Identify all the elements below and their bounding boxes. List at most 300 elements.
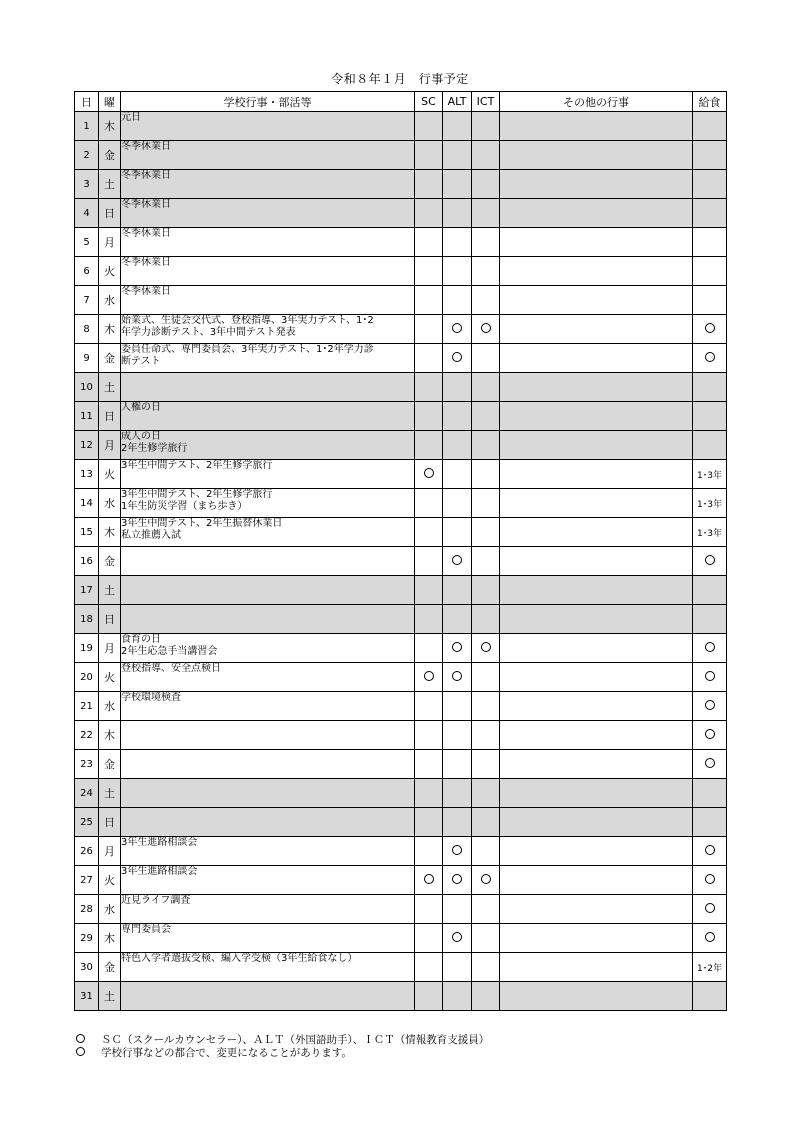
weekday-cell: 金	[99, 750, 121, 779]
weekday-cell: 日	[99, 605, 121, 634]
day-cell: 28	[75, 895, 99, 924]
alt-cell	[443, 692, 472, 721]
sc-cell	[415, 663, 443, 692]
ict-cell	[472, 112, 500, 141]
sc-cell	[415, 953, 443, 982]
events-cell	[121, 315, 415, 344]
sc-cell	[415, 895, 443, 924]
lunch-grades: 1･3年	[697, 528, 722, 539]
events-cell	[121, 460, 415, 489]
day-cell: 2	[75, 141, 99, 170]
sc-cell	[415, 373, 443, 402]
table-row	[75, 982, 727, 1011]
lunch-grades: 1･2年	[697, 963, 722, 974]
ict-cell	[472, 170, 500, 199]
other-events-cell	[500, 344, 693, 373]
table-row	[75, 257, 727, 286]
table-row	[75, 489, 727, 518]
lunch-cell	[693, 721, 727, 750]
table-row	[75, 866, 727, 895]
circle-mark-icon	[705, 642, 715, 652]
event-line: 冬季休業日	[121, 170, 171, 181]
lunch-cell	[693, 489, 727, 518]
ict-cell	[472, 489, 500, 518]
event-line: 近見ライフ調査	[121, 895, 191, 906]
weekday-cell: 木	[99, 924, 121, 953]
circle-mark-icon	[705, 700, 715, 710]
ict-cell	[472, 460, 500, 489]
other-events-cell	[500, 982, 693, 1011]
event-line: 学校環境検査	[121, 692, 181, 703]
day-cell: 6	[75, 257, 99, 286]
header-weekday: 曜	[99, 92, 121, 112]
lunch-cell	[693, 779, 727, 808]
weekday-cell: 金	[99, 547, 121, 576]
ict-cell	[472, 518, 500, 547]
circle-mark-icon	[705, 352, 715, 362]
table-row	[75, 431, 727, 460]
event-line: 冬季休業日	[121, 199, 171, 210]
event-line: 冬季休業日	[121, 141, 171, 152]
table-row	[75, 518, 727, 547]
events-cell	[121, 837, 415, 866]
alt-cell	[443, 344, 472, 373]
lunch-cell	[693, 402, 727, 431]
circle-mark-icon	[452, 874, 462, 884]
table-row	[75, 373, 727, 402]
table-row	[75, 953, 727, 982]
circle-mark-icon	[705, 729, 715, 739]
day-cell: 24	[75, 779, 99, 808]
weekday-cell: 日	[99, 199, 121, 228]
alt-cell	[443, 112, 472, 141]
header-sc: SC	[415, 92, 443, 112]
table-row	[75, 199, 727, 228]
header-events: 学校行事・部活等	[121, 92, 415, 112]
table-row	[75, 141, 727, 170]
weekday-cell: 月	[99, 837, 121, 866]
events-cell	[121, 663, 415, 692]
ict-cell	[472, 547, 500, 576]
day-cell: 4	[75, 199, 99, 228]
weekday-cell: 火	[99, 663, 121, 692]
day-cell: 31	[75, 982, 99, 1011]
circle-mark-icon	[452, 352, 462, 362]
events-cell	[121, 257, 415, 286]
other-events-cell	[500, 170, 693, 199]
circle-mark-icon	[452, 845, 462, 855]
footnotes	[76, 1034, 489, 1060]
lunch-cell	[693, 547, 727, 576]
sc-cell	[415, 286, 443, 315]
day-cell: 21	[75, 692, 99, 721]
lunch-cell	[693, 953, 727, 982]
ict-cell	[472, 866, 500, 895]
other-events-cell	[500, 750, 693, 779]
other-events-cell	[500, 228, 693, 257]
alt-cell	[443, 982, 472, 1011]
header-lunch: 給食	[693, 92, 727, 112]
lunch-cell	[693, 286, 727, 315]
circle-mark-icon	[705, 671, 715, 681]
alt-cell	[443, 315, 472, 344]
lunch-cell	[693, 837, 727, 866]
event-line: 3年生進路相談会	[121, 866, 198, 877]
schedule-table	[74, 91, 727, 1011]
ict-cell	[472, 373, 500, 402]
other-events-cell	[500, 460, 693, 489]
table-row	[75, 460, 727, 489]
lunch-cell	[693, 170, 727, 199]
table-row	[75, 286, 727, 315]
header-ict: ICT	[472, 92, 500, 112]
sc-cell	[415, 489, 443, 518]
sc-cell	[415, 721, 443, 750]
table-row	[75, 605, 727, 634]
events-cell	[121, 750, 415, 779]
circle-bullet-icon	[76, 1034, 85, 1043]
weekday-cell: 水	[99, 692, 121, 721]
alt-cell	[443, 808, 472, 837]
ict-cell	[472, 402, 500, 431]
event-line: 3年生中間テスト、2年生振替休業日	[121, 518, 283, 529]
weekday-cell: 月	[99, 431, 121, 460]
alt-cell	[443, 431, 472, 460]
alt-cell	[443, 634, 472, 663]
alt-cell	[443, 547, 472, 576]
header-day: 日	[75, 92, 99, 112]
lunch-cell	[693, 460, 727, 489]
alt-cell	[443, 576, 472, 605]
header-alt: ALT	[443, 92, 472, 112]
day-cell: 23	[75, 750, 99, 779]
ict-cell	[472, 344, 500, 373]
sc-cell	[415, 750, 443, 779]
table-row	[75, 576, 727, 605]
alt-cell	[443, 373, 472, 402]
sc-cell	[415, 982, 443, 1011]
table-row	[75, 547, 727, 576]
footnote-text: ＳＣ（スクールカウンセラー）、ＡＬＴ（外国語助手）、ＩＣＴ（情報教育支援員）	[101, 1034, 490, 1046]
table-row	[75, 692, 727, 721]
weekday-cell: 月	[99, 228, 121, 257]
events-cell	[121, 895, 415, 924]
table-row	[75, 402, 727, 431]
events-cell	[121, 721, 415, 750]
event-line: 私立推薦入試	[121, 530, 181, 541]
events-cell	[121, 953, 415, 982]
alt-cell	[443, 489, 472, 518]
lunch-cell	[693, 895, 727, 924]
circle-mark-icon	[705, 323, 715, 333]
lunch-cell	[693, 605, 727, 634]
ict-cell	[472, 721, 500, 750]
other-events-cell	[500, 663, 693, 692]
table-row	[75, 228, 727, 257]
sc-cell	[415, 170, 443, 199]
event-line: 成人の日	[121, 431, 161, 442]
events-cell	[121, 199, 415, 228]
events-cell	[121, 692, 415, 721]
other-events-cell	[500, 112, 693, 141]
weekday-cell: 木	[99, 112, 121, 141]
day-cell: 16	[75, 547, 99, 576]
ict-cell	[472, 808, 500, 837]
lunch-cell	[693, 924, 727, 953]
sc-cell	[415, 924, 443, 953]
events-cell	[121, 576, 415, 605]
sc-cell	[415, 692, 443, 721]
day-cell: 22	[75, 721, 99, 750]
lunch-grades: 1･3年	[697, 499, 722, 510]
events-cell	[121, 924, 415, 953]
circle-mark-icon	[452, 671, 462, 681]
sc-cell	[415, 547, 443, 576]
lunch-cell	[693, 808, 727, 837]
ict-cell	[472, 924, 500, 953]
day-cell: 29	[75, 924, 99, 953]
sc-cell	[415, 866, 443, 895]
other-events-cell	[500, 257, 693, 286]
other-events-cell	[500, 489, 693, 518]
event-line: 断テスト	[121, 356, 161, 367]
other-events-cell	[500, 924, 693, 953]
sc-cell	[415, 402, 443, 431]
events-cell	[121, 373, 415, 402]
sc-cell	[415, 344, 443, 373]
circle-mark-icon	[481, 642, 491, 652]
lunch-cell	[693, 663, 727, 692]
ict-cell	[472, 663, 500, 692]
ict-cell	[472, 750, 500, 779]
weekday-cell: 木	[99, 315, 121, 344]
lunch-cell	[693, 112, 727, 141]
ict-cell	[472, 895, 500, 924]
event-line: 冬季休業日	[121, 257, 171, 268]
ict-cell	[472, 257, 500, 286]
other-events-cell	[500, 315, 693, 344]
weekday-cell: 木	[99, 721, 121, 750]
ict-cell	[472, 431, 500, 460]
alt-cell	[443, 837, 472, 866]
alt-cell	[443, 866, 472, 895]
alt-cell	[443, 750, 472, 779]
event-line: 3年生中間テスト、2年生修学旅行	[121, 460, 273, 471]
schedule-body	[75, 112, 727, 1011]
weekday-cell: 火	[99, 866, 121, 895]
table-row	[75, 112, 727, 141]
weekday-cell: 火	[99, 460, 121, 489]
lunch-cell	[693, 692, 727, 721]
other-events-cell	[500, 576, 693, 605]
ict-cell	[472, 779, 500, 808]
sc-cell	[415, 605, 443, 634]
lunch-grades: 1･3年	[697, 470, 722, 481]
ict-cell	[472, 605, 500, 634]
lunch-cell	[693, 199, 727, 228]
circle-mark-icon	[452, 555, 462, 565]
alt-cell	[443, 257, 472, 286]
lunch-cell	[693, 344, 727, 373]
sc-cell	[415, 199, 443, 228]
ict-cell	[472, 837, 500, 866]
event-line: 特色入学者選抜受検、編入学受検（3年生給食なし）	[121, 953, 358, 964]
events-cell	[121, 779, 415, 808]
events-cell	[121, 402, 415, 431]
event-line: 登校指導、安全点検日	[121, 663, 221, 674]
weekday-cell: 土	[99, 373, 121, 402]
sc-cell	[415, 315, 443, 344]
alt-cell	[443, 286, 472, 315]
weekday-cell: 金	[99, 344, 121, 373]
other-events-cell	[500, 953, 693, 982]
events-cell	[121, 605, 415, 634]
weekday-cell: 金	[99, 953, 121, 982]
weekday-cell: 土	[99, 779, 121, 808]
day-cell: 12	[75, 431, 99, 460]
other-events-cell	[500, 286, 693, 315]
lunch-cell	[693, 141, 727, 170]
other-events-cell	[500, 692, 693, 721]
weekday-cell: 土	[99, 982, 121, 1011]
alt-cell	[443, 518, 472, 547]
lunch-cell	[693, 431, 727, 460]
circle-mark-icon	[481, 874, 491, 884]
day-cell: 19	[75, 634, 99, 663]
weekday-cell: 金	[99, 141, 121, 170]
ict-cell	[472, 982, 500, 1011]
event-line: 2年生修学旅行	[121, 443, 188, 454]
header-other: その他の行事	[500, 92, 693, 112]
footnote-text: 学校行事などの都合で、変更になることがあります。	[101, 1047, 352, 1059]
day-cell: 1	[75, 112, 99, 141]
lunch-cell	[693, 373, 727, 402]
ict-cell	[472, 692, 500, 721]
alt-cell	[443, 460, 472, 489]
table-row	[75, 721, 727, 750]
table-row	[75, 663, 727, 692]
lunch-cell	[693, 866, 727, 895]
events-cell	[121, 344, 415, 373]
weekday-cell: 火	[99, 257, 121, 286]
ict-cell	[472, 286, 500, 315]
events-cell	[121, 141, 415, 170]
table-row	[75, 170, 727, 199]
alt-cell	[443, 605, 472, 634]
footnote	[76, 1047, 489, 1060]
day-cell: 15	[75, 518, 99, 547]
events-cell	[121, 547, 415, 576]
lunch-cell	[693, 315, 727, 344]
ict-cell	[472, 634, 500, 663]
alt-cell	[443, 141, 472, 170]
table-row	[75, 344, 727, 373]
weekday-cell: 水	[99, 286, 121, 315]
ict-cell	[472, 953, 500, 982]
circle-mark-icon	[705, 555, 715, 565]
day-cell: 13	[75, 460, 99, 489]
lunch-cell	[693, 228, 727, 257]
sc-cell	[415, 576, 443, 605]
alt-cell	[443, 170, 472, 199]
event-line: 始業式、生徒会交代式、登校指導、3年実力テスト、1･2	[121, 315, 374, 326]
other-events-cell	[500, 808, 693, 837]
alt-cell	[443, 199, 472, 228]
table-row	[75, 315, 727, 344]
weekday-cell: 日	[99, 402, 121, 431]
day-cell: 20	[75, 663, 99, 692]
event-line: 委員任命式、専門委員会、3年実力テスト、1･2年学力診	[121, 344, 374, 355]
events-cell	[121, 866, 415, 895]
weekday-cell: 日	[99, 808, 121, 837]
event-line: 3年生中間テスト、2年生修学旅行	[121, 489, 273, 500]
lunch-cell	[693, 634, 727, 663]
day-cell: 18	[75, 605, 99, 634]
alt-cell	[443, 402, 472, 431]
alt-cell	[443, 895, 472, 924]
sc-cell	[415, 460, 443, 489]
day-cell: 11	[75, 402, 99, 431]
event-line: 冬季休業日	[121, 228, 171, 239]
events-cell	[121, 286, 415, 315]
circle-mark-icon	[424, 468, 434, 478]
other-events-cell	[500, 141, 693, 170]
other-events-cell	[500, 837, 693, 866]
day-cell: 7	[75, 286, 99, 315]
sc-cell	[415, 141, 443, 170]
other-events-cell	[500, 866, 693, 895]
weekday-cell: 木	[99, 518, 121, 547]
alt-cell	[443, 779, 472, 808]
day-cell: 5	[75, 228, 99, 257]
events-cell	[121, 112, 415, 141]
day-cell: 27	[75, 866, 99, 895]
alt-cell	[443, 953, 472, 982]
circle-mark-icon	[705, 758, 715, 768]
alt-cell	[443, 663, 472, 692]
weekday-cell: 土	[99, 576, 121, 605]
other-events-cell	[500, 605, 693, 634]
event-line: 冬季休業日	[121, 286, 171, 297]
table-row	[75, 750, 727, 779]
day-cell: 10	[75, 373, 99, 402]
event-line: 人権の日	[121, 402, 161, 413]
ict-cell	[472, 228, 500, 257]
page-title: 令和８年１月 行事予定	[331, 72, 469, 86]
event-line: 3年生進路相談会	[121, 837, 198, 848]
lunch-cell	[693, 576, 727, 605]
other-events-cell	[500, 373, 693, 402]
footnote	[76, 1034, 489, 1047]
sc-cell	[415, 228, 443, 257]
other-events-cell	[500, 402, 693, 431]
table-row	[75, 634, 727, 663]
table-row	[75, 808, 727, 837]
lunch-cell	[693, 750, 727, 779]
ict-cell	[472, 199, 500, 228]
circle-bullet-icon	[76, 1047, 85, 1056]
lunch-cell	[693, 257, 727, 286]
weekday-cell: 水	[99, 489, 121, 518]
day-cell: 8	[75, 315, 99, 344]
other-events-cell	[500, 721, 693, 750]
alt-cell	[443, 228, 472, 257]
sc-cell	[415, 808, 443, 837]
circle-mark-icon	[452, 642, 462, 652]
events-cell	[121, 431, 415, 460]
event-line: 2年生応急手当講習会	[121, 646, 218, 657]
weekday-cell: 月	[99, 634, 121, 663]
